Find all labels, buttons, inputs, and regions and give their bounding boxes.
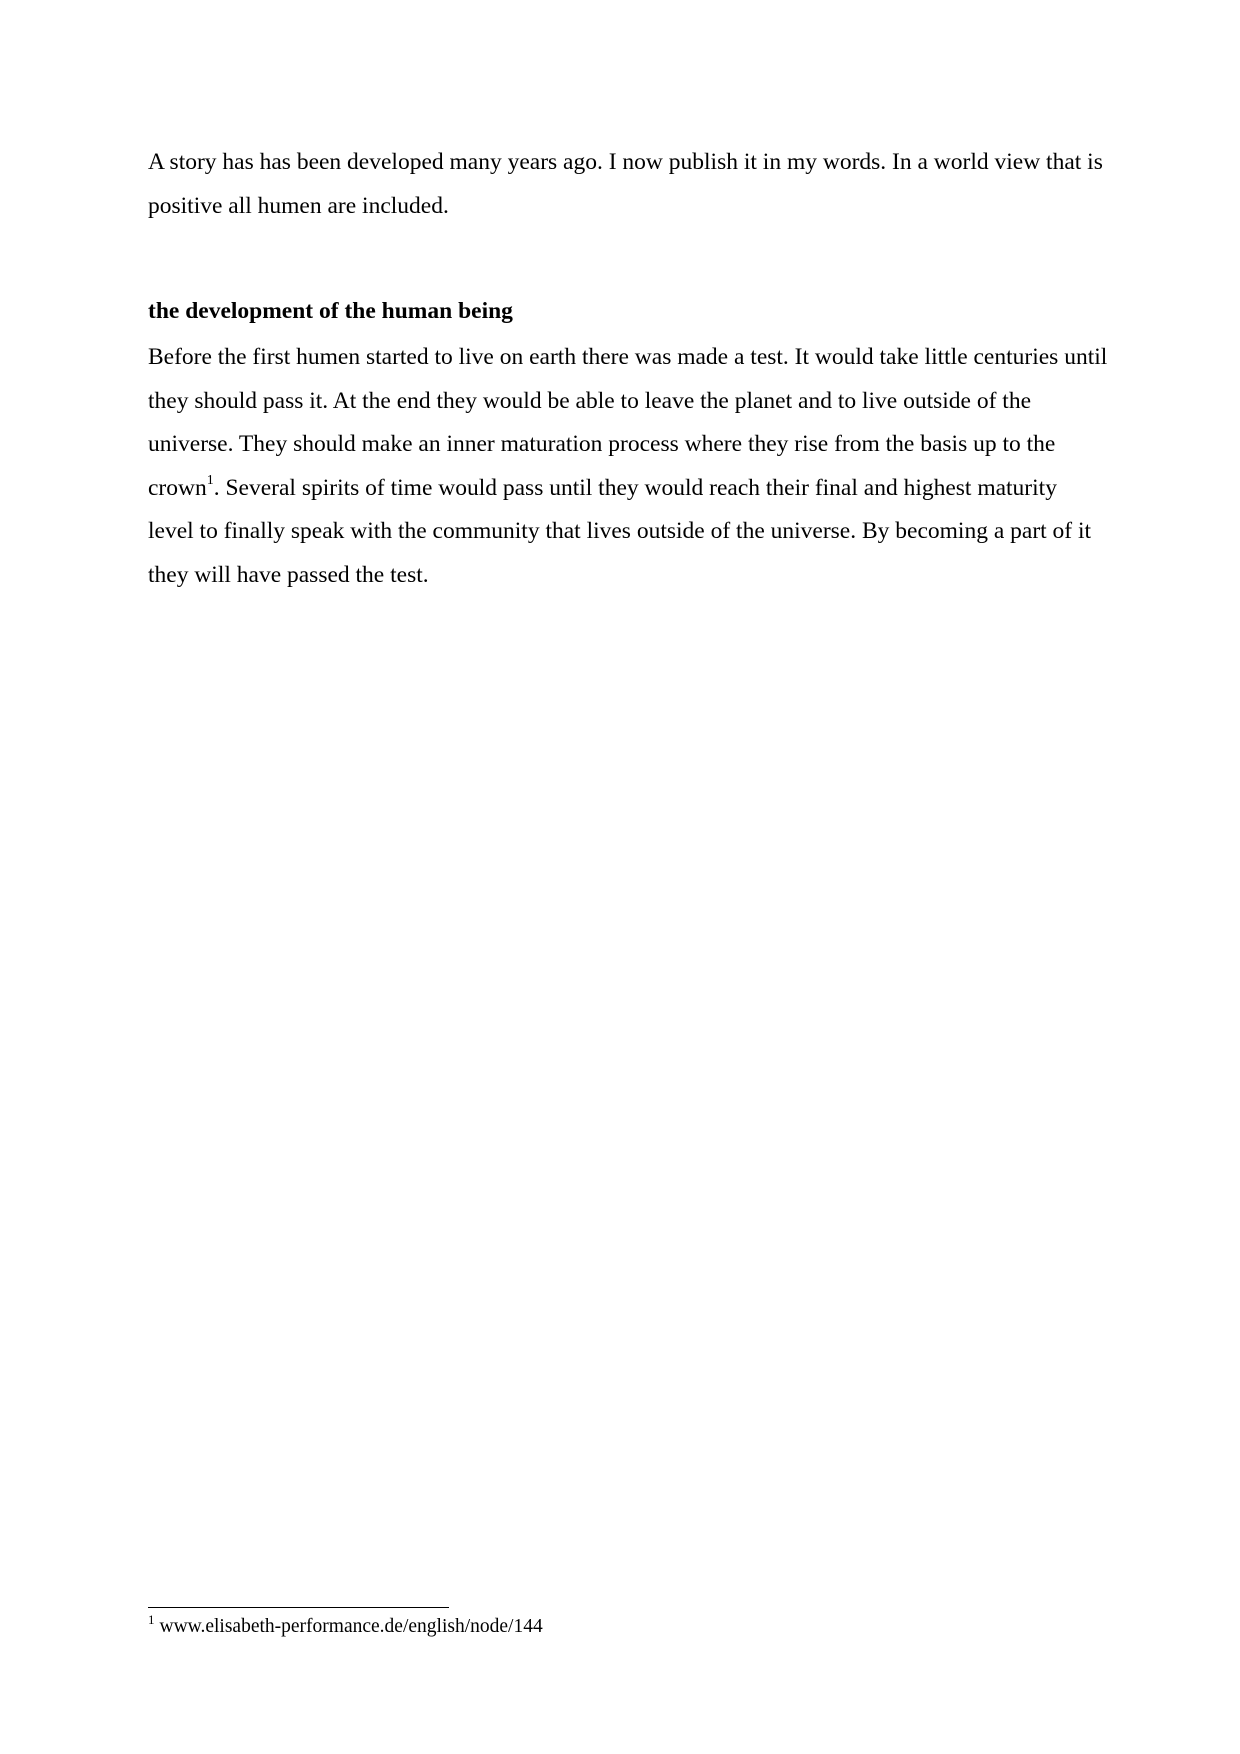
footnote-link[interactable]: www.elisabeth-performance.de/english/node/144 [159,1616,543,1637]
footnote [148,1613,543,1641]
body-text-before-ref: Before the first humen started to live on earth there was made a test. It would take little centuries until they should pass it. At the end they would be able to leave the planet and to live outside of the universe. They should make an inner maturation process where they rise from the basis up to the crown [148,344,1108,501]
body-text-after-ref: . Several spirits of time would pass until they would reach their final and highest maturity level to finally speak with the community that lives outside of the universe. By becoming a part of it they will have passed the test. [148,474,1092,588]
body-paragraph [148,336,1108,597]
intro-paragraph: A story has has been developed many years ago. I now publish it in my words. In a world view that is positive all humen are included. [148,149,1103,219]
section-heading: the development of the human being [148,298,513,324]
footnote-separator [148,1607,449,1608]
footnote-number: 1 [148,1611,155,1627]
footnote-reference[interactable]: 1 [206,472,214,488]
